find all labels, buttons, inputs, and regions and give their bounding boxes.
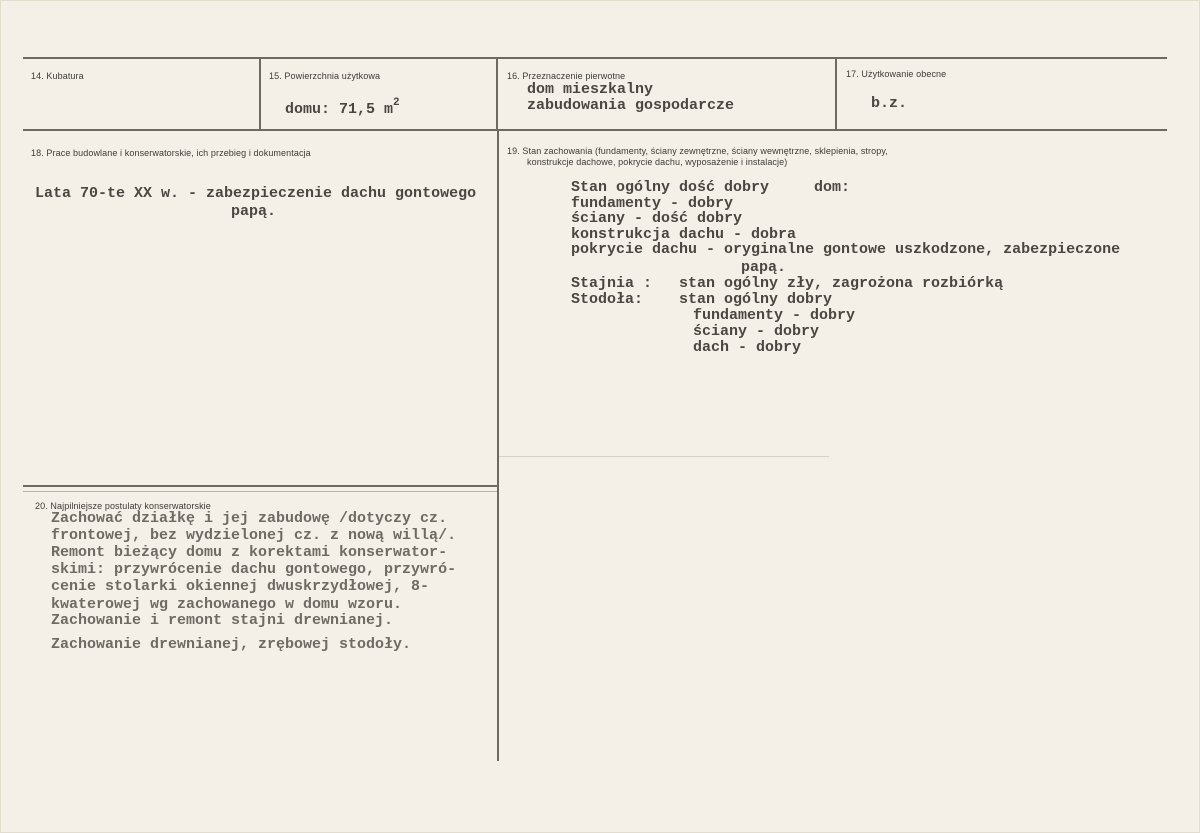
field-20-line-8: Zachowanie drewnianej, zrębowej stodoły. [51,636,412,653]
field-17-label: 17. Użytkowanie obecne [846,69,947,79]
field-19-line-11: dach - dobry [693,339,802,356]
field-20-line-2: frontowej, bez wydzielonej cz. z nową willą/. [51,527,457,544]
faint-rule [23,491,499,492]
field-18-line-2: papą. [231,203,277,220]
field-20-line-7: Zachowanie i remont stajni drewnianej. [51,612,394,629]
divider-15-16 [496,59,498,131]
field-15-label: 15. Powierzchnia użytkowa [269,71,381,81]
field-19-line-8: Stodoła: stan ogólny dobry [571,291,833,308]
field-19-line-1: Stan ogólny dość dobry dom: [571,179,851,196]
field-19-line-3: ściany - dość dobry [571,210,743,227]
field-19-label-line-2: konstrukcje dachowe, pokrycie dachu, wyposażenie i instalacje) [527,157,788,167]
field-20-line-4: skimi: przywrócenie dachu gontowego, przywró- [51,561,457,578]
field-16-label: 16. Przeznaczenie pierwotne [507,71,626,81]
field-19-line-10: ściany - dobry [693,323,820,340]
field-19-line-9: fundamenty - dobry [693,307,856,324]
field-20-label: 20. Najpilniejsze postulaty konserwatorskie [35,501,211,511]
divider-main [497,131,499,761]
field-17-value: b.z. [871,95,908,112]
field-19-line-2: fundamenty - dobry [571,195,734,212]
faint-rule-right [499,456,829,457]
divider-14-15 [259,59,261,131]
field-19-label-line-1: 19. Stan zachowania (fundamenty, ściany zewnętrzne, ściany wewnętrzne, sklepienia, stropy, [507,146,888,156]
field-19-line-5: pokrycie dachu - oryginalne gontowe uszkodzone, zabezpieczone [571,242,1121,258]
field-19-line-4: konstrukcja dachu - dobra [571,226,797,243]
field20-top-rule [23,485,499,487]
field-19-line-7: Stajnia : stan ogólny zły, zagrożona rozbiórką [571,275,1004,292]
field-14-label: 14. Kubatura [31,71,84,81]
field-20-line-3: Remont bieżący domu z korektami konserwator- [51,544,448,561]
field-15-value: domu: 71,5 $m^2$ [285,97,400,118]
field-18-label: 18. Prace budowlane i konserwatorskie, ich przebieg i dokumentacja [31,148,311,158]
field-18-line-1: Lata 70-te XX w. - zabezpieczenie dachu gontowego [35,185,477,202]
field-20-line-6: kwaterowej wg zachowanego w domu wzoru. [51,596,403,613]
field-19-line-6: papą. [741,259,787,276]
field-16-line-1: dom mieszkalny [527,81,654,98]
field-20-line-1: Zachować działkę i jej zabudowę /dotyczy cz. [51,510,448,527]
superscript-2: 2 [393,97,400,109]
row1-bottom-rule [23,129,1167,131]
top-rule [23,57,1167,59]
field-20-line-5: cenie stolarki okiennej dwuskrzydłowej, 8- [51,578,430,595]
divider-16-17 [835,59,837,131]
field-16-line-2: zabudowania gospodarcze [527,97,735,114]
